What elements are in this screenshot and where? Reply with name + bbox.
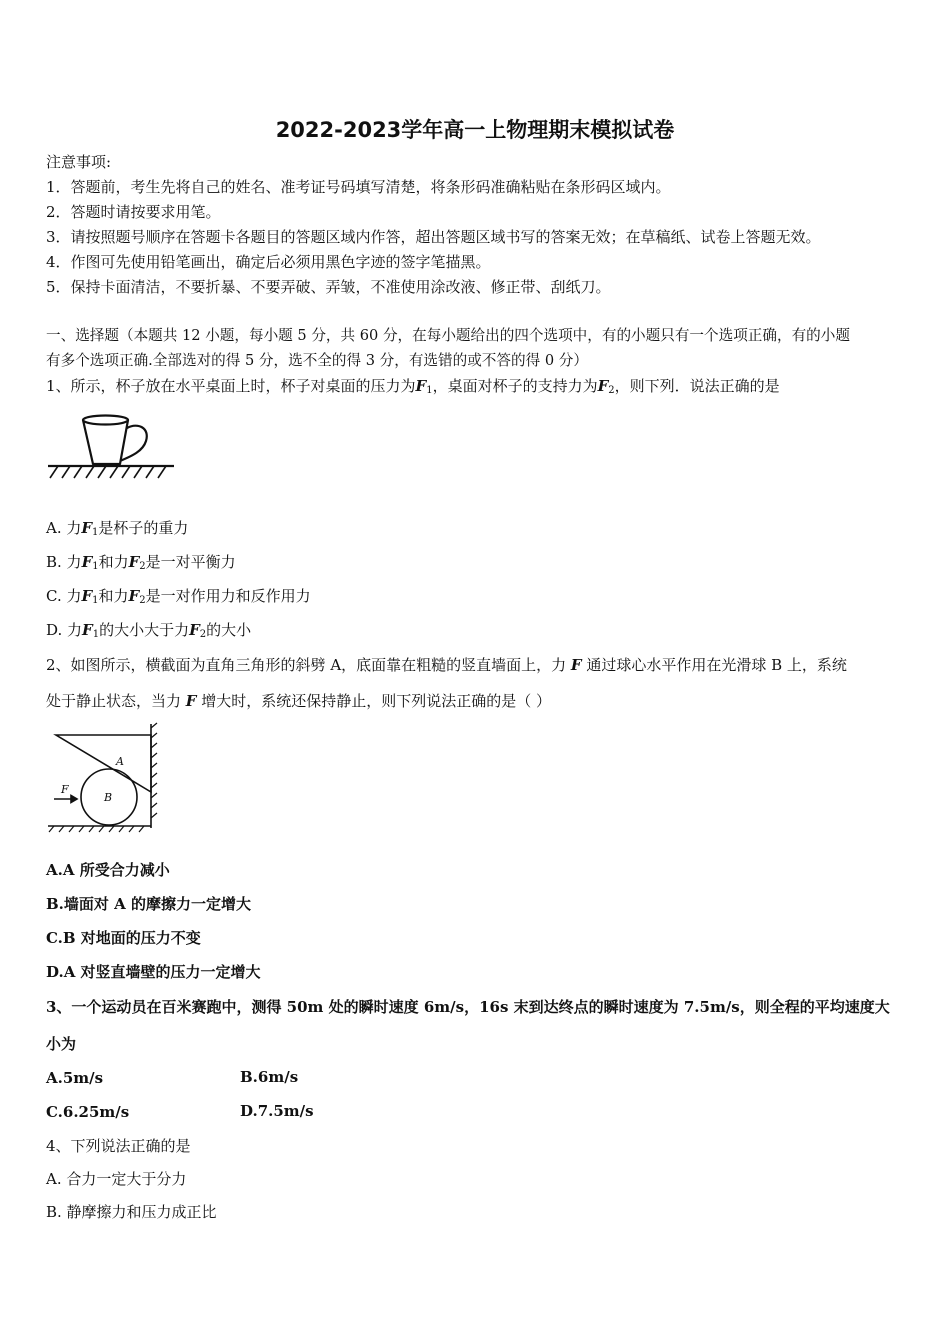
question-4-option-b[interactable]: B. 静摩擦力和压力成正比 (46, 1203, 217, 1221)
question-1-option-b[interactable]: B. 力$F_1$和力$F_2$是一对平衡力 (46, 553, 236, 572)
wedge-ball-figure (46, 722, 158, 834)
notice-item: 4．作图可先使用铅笔画出，确定后必须用黑色字迹的签字笔描黑。 (46, 253, 491, 271)
question-1-option-d[interactable]: D. 力$F_1$的大小大于力$F_2$的大小 (46, 621, 252, 640)
section-heading-line2: 有多个选项正确.全部选对的得 5 分，选不全的得 3 分，有选错的或不答的得 0 分） (46, 352, 588, 369)
question-2-option-a[interactable]: A.A 所受合力减小 (46, 861, 170, 879)
question-3-option-c[interactable]: C.6.25m/s (46, 1103, 130, 1121)
cup-on-table-figure (46, 405, 181, 485)
page-title: 2022-2023学年高一上物理期末模拟试卷 (275, 118, 675, 142)
question-2-option-d[interactable]: D.A 对竖直墙壁的压力一定增大 (46, 963, 261, 981)
question-2-stem-line1: 2、如图所示，横截面为直角三角形的斜劈 A，底面靠在粗糙的竖直墙面上，力 F 通过球心水平作用在光滑球 B 上，系统 (46, 656, 847, 674)
question-1-option-c[interactable]: C. 力$F_1$和力$F_2$是一对作用力和反作用力 (46, 587, 311, 606)
question-3-stem-line1: 3、一个运动员在百米赛跑中，测得 50m 处的瞬时速度 6m/s，16s 末到达终点的瞬时速度为 7.5m/s，则全程的平均速度大 (46, 998, 890, 1016)
question-3-stem-line2: 小为 (46, 1035, 77, 1053)
label-f: F (61, 783, 69, 796)
question-3-option-a[interactable]: A.5m/s (46, 1069, 104, 1087)
question-1-stem: 1、所示，杯子放在水平桌面上时，杯子对桌面的压力为$F_1$，桌面对杯子的支持力为$F_2$，则下列．说法正确的是 (46, 377, 780, 396)
label-b: B (104, 791, 113, 804)
question-2-option-b[interactable]: B.墙面对 A 的摩擦力一定增大 (46, 895, 251, 913)
notice-heading: 注意事项: (46, 153, 112, 171)
notice-item: 5．保持卡面清洁，不要折暴、不要弄破、弄皱，不准使用涂改液、修正带、刮纸刀。 (46, 278, 611, 296)
section-heading-line1: 一、选择题（本题共 12 小题，每小题 5 分，共 60 分，在每小题给出的四个选项中，有的小题只有一个选项正确，有的小题 (46, 327, 850, 344)
notice-item: 3．请按照题号顺序在答题卡各题目的答题区域内作答，超出答题区域书写的答案无效；在草稿纸、试卷上答题无效。 (46, 228, 821, 246)
question-4-stem: 4、下列说法正确的是 (46, 1137, 191, 1155)
notice-item: 2．答题时请按要求用笔。 (46, 203, 221, 221)
question-3-option-d[interactable]: D.7.5m/s (240, 1102, 314, 1120)
question-2-stem-line2: 处于静止状态，当力 F 增大时，系统还保持静止，则下列说法正确的是（ ） (46, 692, 551, 710)
question-4-option-a[interactable]: A. 合力一定大于分力 (46, 1170, 187, 1188)
notice-item: 1．答题前，考生先将自己的姓名、准考证号码填写清楚，将条形码准确粘贴在条形码区域内。 (46, 178, 671, 196)
question-2-option-c[interactable]: C.B 对地面的压力不变 (46, 929, 201, 947)
question-1-option-a[interactable]: A. 力$F_1$是杯子的重力 (46, 519, 189, 538)
label-a: A (116, 755, 124, 768)
question-3-option-b[interactable]: B.6m/s (240, 1068, 299, 1086)
